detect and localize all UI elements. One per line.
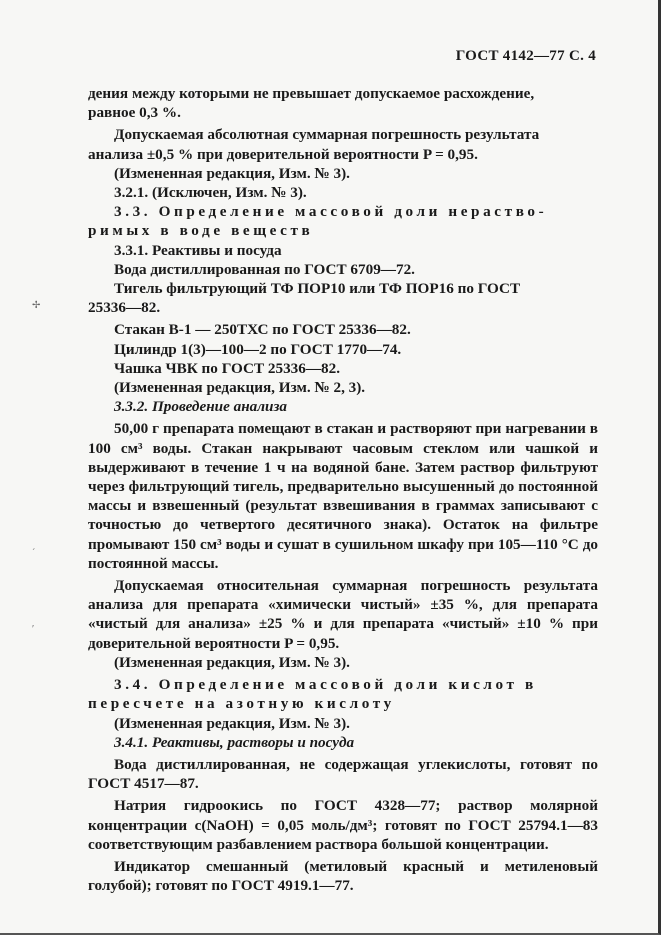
page-header: ГОСТ 4142—77 С. 4 — [455, 48, 596, 64]
text-line: 25336—82. — [88, 299, 161, 317]
amendment-note: (Измененная редакция, Изм. № 3). — [114, 714, 350, 732]
amendment-note: (Измененная редакция, Изм. № 2, 3). — [114, 379, 366, 397]
document-body — [88, 84, 598, 895]
text-line: анализа ±0,5 % при доверительной вероятности P = 0,95. — [88, 145, 478, 163]
paragraph: Натрия гидроокись по ГОСТ 4328—77; раствор молярной концентрации c(NaOH) = 0,05 моль/дм³; готовят по ГОСТ 25794.1—83 соответствующим разбавлением раствора большой концентрации. — [88, 797, 598, 853]
subsection-heading: 3.3.2. Проведение анализа — [114, 398, 288, 416]
amendment-note: (Измененная редакция, Изм. № 3). — [114, 653, 350, 671]
section-heading: римых в воде веществ — [88, 222, 314, 240]
text-line: Чашка ЧВК по ГОСТ 25336—82. — [114, 359, 341, 377]
subsection-heading — [88, 241, 598, 260]
text-line: дения между которыми не превышает допускаемое расхождение, — [88, 85, 535, 102]
text-line: Тигель фильтрующий ТФ ПОР10 или ТФ ПОР16 по ГОСТ — [114, 280, 521, 298]
text-line: Вода дистиллированная по ГОСТ 6709—72. — [114, 260, 415, 278]
section-heading: пересчете на азотную кислоту — [88, 695, 395, 713]
subsection-heading-text: 3.3.1. Реактивы и посуда — [114, 241, 282, 259]
section-heading: 3.3. Определение массовой доли нераство- — [114, 203, 548, 221]
clause-excluded: 3.2.1. (Исключен, Изм. № 3). — [114, 184, 307, 202]
margin-mark: ˊ — [32, 548, 36, 559]
paragraph: Индикатор смешанный (метиловый красный и метиленовый голубой); готовят по ГОСТ 4919.1—77. — [88, 857, 598, 895]
subsection-heading: 3.4.1. Реактивы, растворы и посуда — [114, 733, 355, 751]
paragraph: Вода дистиллированная, не содержащая углекислоты, готовят по ГОСТ 4517—87. — [88, 755, 598, 793]
margin-mark: ʹ — [32, 624, 35, 635]
text-line: равное 0,3 %. — [88, 104, 181, 122]
text-line: Допускаемая абсолютная суммарная погрешность результата — [114, 126, 540, 144]
text-line: Цилиндр 1(3)—100—2 по ГОСТ 1770—74. — [114, 340, 402, 358]
section-heading: 3.4. Определение массовой доли кислот в — [114, 676, 537, 694]
margin-mark: ✢ — [32, 300, 41, 311]
paragraph: Допускаемая относительная суммарная погрешность результата анализа для препарата «химически чистый» ±35 %, для препарата «чистый для анализа» ±25 % и для препарата «чистый» ±10 % при доверительной вероятности P = 0,95. — [88, 577, 598, 652]
text-line: Стакан В-1 — 250ТХС по ГОСТ 25336—82. — [114, 321, 411, 339]
paragraph: 50,00 г препарата помещают в стакан и растворяют при нагревании в 100 см³ воды. Стакан накрывают часовым стеклом или чашкой и выдерживают в течение 1 ч на водяной бане. Затем раствор фильтруют через фильтрующий тигель, предварительно высушенный до постоянной массы и взвешенный (результат взвешивания в граммах записывают с точностью до четвертого десятичного знака). Остаток на фильтре промывают 150 см³ воды и сушат в сушильном шкафу при 105—110 °С до постоянной массы. — [88, 420, 598, 572]
amendment-note: (Измененная редакция, Изм. № 3). — [114, 164, 350, 182]
